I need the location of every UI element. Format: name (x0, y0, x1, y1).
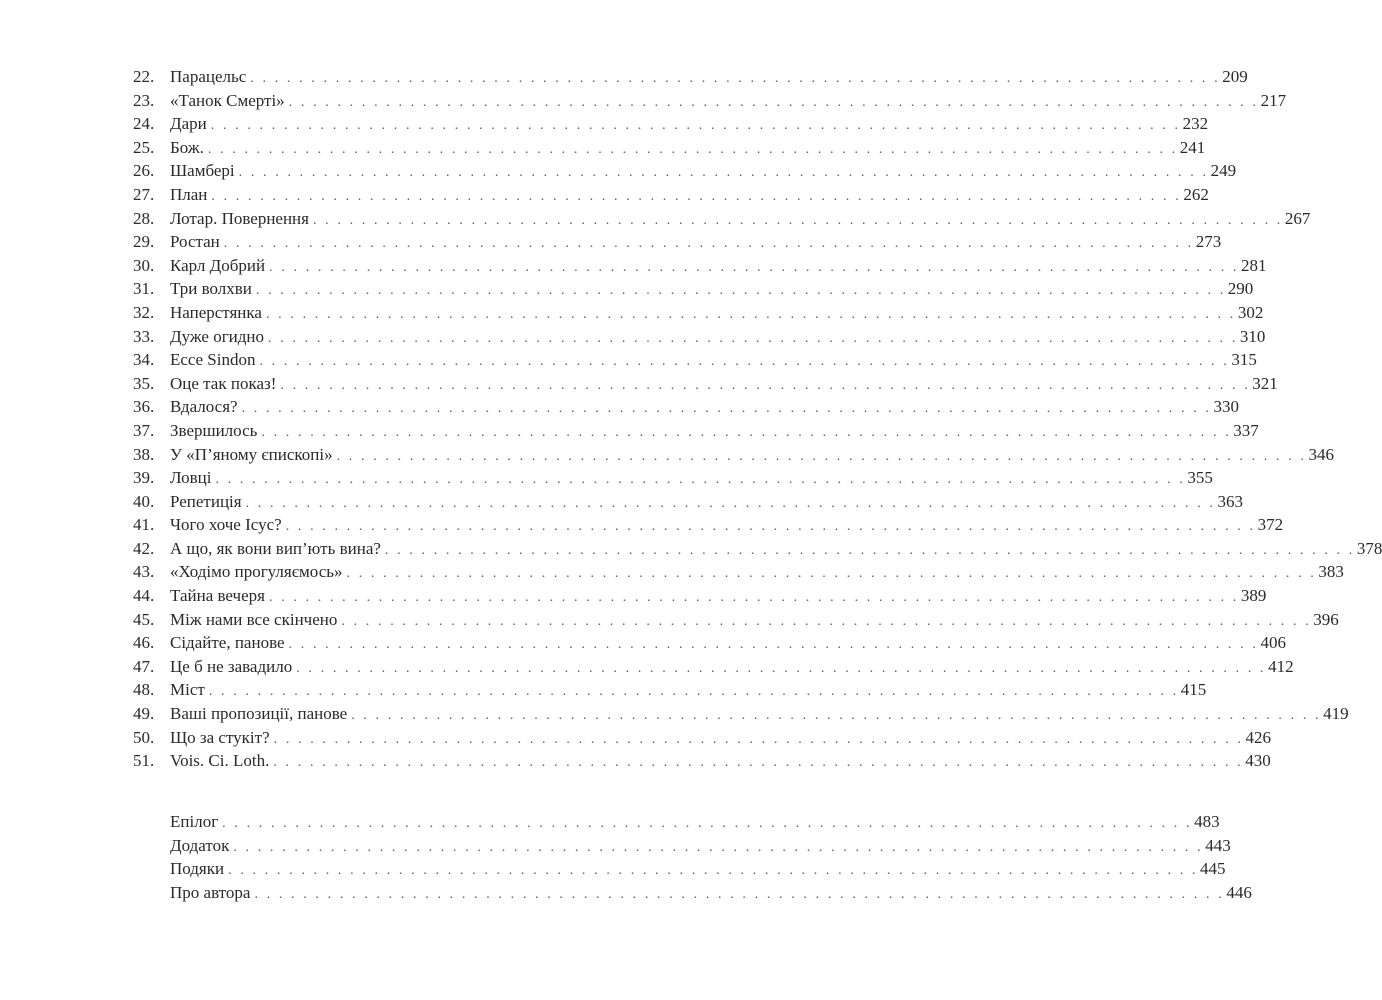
entry-title: Шамбері (170, 161, 235, 181)
chapter-number: 30. (133, 255, 155, 275)
entry-title: Дуже огидно (170, 326, 265, 346)
chapter-number: 22. (133, 67, 155, 86)
chapter-number: 26. (133, 161, 155, 181)
toc-entry (133, 112, 1209, 136)
dot-leader: . . . . . . . . . . . . . . . . . . . . . . . . . . . . . . . . . . . . . . . . . . . . . . . . . . . . . . . . . . . . . . . . . . . . . . . . . . . . . . . . (288, 94, 1259, 110)
dot-leader: . . . . . . . . . . . . . . . . . . . . . . . . . . . . . . . . . . . . . . . . . . . . . . . . . . . . . . . . . . . . . . . . . . . . . . . . . . . . . . . . (245, 495, 1216, 511)
toc-entry (133, 136, 1206, 160)
toc-entry (133, 490, 1243, 514)
toc-entry (133, 857, 1226, 881)
chapter-number: 29. (133, 232, 155, 252)
entry-title: Сідайте, панове (170, 633, 285, 653)
toc-entry (133, 395, 1239, 419)
dot-leader: . . . . . . . . . . . . . . . . . . . . . . . . . . . . . . . . . . . . . . . . . . . . . . . . . . . . . . . . . . . . . . . . . . . . . . . . . . . . . . . . (285, 519, 1256, 535)
chapter-number: 28. (133, 208, 155, 228)
toc-entry (133, 159, 1237, 183)
dot-leader: . . . . . . . . . . . . . . . . . . . . . . . . . . . . . . . . . . . . . . . . . . . . . . . . . . . . . . . . . . . . . . . . . . . . . . . . . . . . . . . . (238, 165, 1209, 181)
chapter-number: 32. (133, 302, 155, 322)
toc-entry (133, 678, 1207, 702)
page-number: 217 (1260, 90, 1287, 110)
page-number: 426 (1245, 727, 1272, 747)
toc-entry (133, 631, 1286, 655)
page-number: 267 (1284, 208, 1311, 228)
chapter-number: 39. (133, 468, 155, 488)
toc-entry (133, 89, 1287, 113)
dot-leader: . . . . . . . . . . . . . . . . . . . . . . . . . . . . . . . . . . . . . . . . . . . . . . . . . . . . . . . . . . . . . . . . . . . . . . . . . . . . . . . . (288, 637, 1259, 653)
entry-title: Що за стукіт? (170, 727, 270, 747)
entry-title: Це б не завадило (170, 656, 293, 676)
entry-title: Ловці (170, 468, 212, 488)
chapter-number: 49. (133, 704, 155, 724)
page-number: 337 (1233, 420, 1259, 440)
toc-entry (133, 348, 1257, 372)
chapter-number: 27. (133, 184, 155, 204)
chapter-number: 35. (133, 373, 155, 393)
page-number: 383 (1318, 562, 1344, 582)
toc-entry (133, 749, 1271, 773)
dot-leader: . . . . . . . . . . . . . . . . . . . . . . . . . . . . . . . . . . . . . . . . . . . . . . . . . . . . . . . . . . . . . . . . . . . . . . . . . . . . . . . . (351, 708, 1322, 724)
page-number: 232 (1182, 114, 1209, 134)
dot-leader: . . . . . . . . . . . . . . . . . . . . . . . . . . . . . . . . . . . . . . . . . . . . . . . . . . . . . . . . . . . . . . . . . . . . . . . . . . . . . . . . (384, 542, 1355, 558)
page-number: 321 (1252, 373, 1278, 393)
dot-leader: . . . . . . . . . . . . . . . . . . . . . . . . . . . . . . . . . . . . . . . . . . . . . . . . . . . . . . . . . . . . . . . . . . . . . . . . . . . . . . . . (250, 71, 1221, 86)
dot-leader: . . . . . . . . . . . . . . . . . . . . . . . . . . . . . . . . . . . . . . . . . . . . . . . . . . . . . . . . . . . . . . . . . . . . . . . . . . . . . . . . (336, 448, 1307, 464)
entry-title: Вдалося? (170, 397, 238, 417)
back-matter-list (133, 810, 1252, 904)
chapter-number: 51. (133, 751, 155, 771)
chapter-number: 47. (133, 656, 155, 676)
page-number: 290 (1227, 279, 1254, 299)
entry-title: Ростан (170, 232, 220, 252)
entry-title: Додаток (170, 835, 230, 855)
toc-entry (133, 537, 1382, 561)
entry-title: Епілог (170, 812, 219, 831)
dot-leader: . . . . . . . . . . . . . . . . . . . . . . . . . . . . . . . . . . . . . . . . . . . . . . . . . . . . . . . . . . . . . . . . . . . . . . . . . . . . . . . . (268, 590, 1239, 606)
page-number: 372 (1257, 515, 1284, 535)
dot-leader: . . . . . . . . . . . . . . . . . . . . . . . . . . . . . . . . . . . . . . . . . . . . . . . . . . . . . . . . . . . . . . . . . . . . . . . . . . . . . . . . (259, 354, 1230, 370)
dot-leader: . . . . . . . . . . . . . . . . . . . . . . . . . . . . . . . . . . . . . . . . . . . . . . . . . . . . . . . . . . . . . . . . . . . . . . . . . . . . . . . . (346, 566, 1317, 582)
toc-entry (133, 254, 1267, 278)
entry-title: Міст (170, 680, 205, 700)
page-number: 355 (1187, 468, 1213, 488)
page-number: 302 (1237, 302, 1264, 322)
chapter-number: 37. (133, 420, 155, 440)
toc-entry (133, 726, 1272, 750)
dot-leader: . . . . . . . . . . . . . . . . . . . . . . . . . . . . . . . . . . . . . . . . . . . . . . . . . . . . . . . . . . . . . . . . . . . . . . . . . . . . . . . . (210, 118, 1181, 134)
entry-title: Подяки (170, 859, 225, 879)
chapter-number: 44. (133, 586, 155, 606)
toc-entry (133, 513, 1284, 537)
toc-entry (133, 443, 1334, 467)
toc-entry (133, 584, 1267, 608)
page-number: 262 (1183, 184, 1209, 204)
page-number: 281 (1241, 255, 1267, 275)
page-number: 209 (1222, 67, 1248, 86)
page-number: 396 (1313, 609, 1339, 629)
entry-title: Між нами все скінчено (170, 609, 338, 629)
dot-leader: . . . . . . . . . . . . . . . . . . . . . . . . . . . . . . . . . . . . . . . . . . . . . . . . . . . . . . . . . . . . . . . . . . . . . . . . . . . . . . . . (341, 613, 1312, 629)
entry-title: Бож. (170, 137, 204, 157)
dot-leader: . . . . . . . . . . . . . . . . . . . . . . . . . . . . . . . . . . . . . . . . . . . . . . . . . . . . . . . . . . . . . . . . . . . . . . . . . . . . . . . . (268, 330, 1238, 346)
toc-entry (133, 230, 1222, 254)
dot-leader: . . . . . . . . . . . . . . . . . . . . . . . . . . . . . . . . . . . . . . . . . . . . . . . . . . . . . . . . . . . . . . . . . . . . . . . . . . . . . . . . (273, 731, 1244, 747)
page-number: 330 (1213, 397, 1239, 417)
entry-title: Про автора (170, 882, 251, 902)
page-number: 445 (1200, 859, 1226, 879)
entry-title: Тайна вечеря (170, 586, 265, 606)
page-number: 483 (1194, 812, 1220, 831)
toc-entry (133, 325, 1266, 349)
chapter-number: 48. (133, 680, 155, 700)
toc-entry (133, 277, 1254, 301)
entry-title: Оце так показ! (170, 373, 277, 393)
dot-leader: . . . . . . . . . . . . . . . . . . . . . . . . . . . . . . . . . . . . . . . . . . . . . . . . . . . . . . . . . . . . . . . . . . . . . . . . . . . . . . . . (261, 424, 1232, 440)
toc-entry (133, 810, 1220, 834)
chapter-number: 50. (133, 727, 155, 747)
entry-title: У «П’яному єпископі» (170, 444, 333, 464)
toc-entry (133, 466, 1213, 490)
dot-leader: . . . . . . . . . . . . . . . . . . . . . . . . . . . . . . . . . . . . . . . . . . . . . . . . . . . . . . . . . . . . . . . . . . . . . . . . . . . . . . . . (273, 755, 1244, 771)
page-number: 241 (1179, 137, 1206, 157)
page-number: 315 (1231, 350, 1257, 370)
chapter-number: 25. (133, 137, 155, 157)
entry-title: План (170, 184, 208, 204)
page-number: 249 (1210, 161, 1237, 181)
table-of-contents (133, 65, 1382, 773)
entry-title: Чого хоче Ісус? (170, 515, 282, 535)
page-number: 419 (1323, 704, 1349, 724)
toc-entry (133, 207, 1311, 231)
toc-entry (133, 608, 1339, 632)
toc-entry (133, 881, 1252, 905)
toc-entry (133, 702, 1349, 726)
chapter-number: 38. (133, 444, 155, 464)
chapter-number: 41. (133, 515, 155, 535)
page-number: 378 (1356, 538, 1382, 558)
dot-leader: . . . . . . . . . . . . . . . . . . . . . . . . . . . . . . . . . . . . . . . . . . . . . . . . . . . . . . . . . . . . . . . . . . . . . . . . . . . . . . . . (233, 839, 1204, 855)
page-number: 430 (1245, 751, 1271, 771)
entry-title: «Ходімо прогуляємось» (170, 562, 343, 582)
toc-entry (133, 560, 1344, 584)
dot-leader: . . . . . . . . . . . . . . . . . . . . . . . . . . . . . . . . . . . . . . . . . . . . . . . . . . . . . . . . . . . . . . . . . . . . . . . . . . . . . . . . (280, 377, 1251, 393)
entry-title: Парацельс (170, 67, 247, 86)
page-number: 310 (1239, 326, 1266, 346)
toc-entry (133, 183, 1209, 207)
dot-leader: . . . . . . . . . . . . . . . . . . . . . . . . . . . . . . . . . . . . . . . . . . . . . . . . . . . . . . . . . . . . . . . . . . . . . . . . . . . . . . . . (312, 212, 1283, 228)
page-number: 415 (1180, 680, 1207, 700)
entry-title: Звершилось (170, 420, 258, 440)
page-number: 273 (1195, 232, 1222, 252)
page-number: 446 (1226, 882, 1252, 902)
page-number: 346 (1308, 444, 1334, 464)
toc-entry (133, 655, 1294, 679)
dot-leader: . . . . . . . . . . . . . . . . . . . . . . . . . . . . . . . . . . . . . . . . . . . . . . . . . . . . . . . . . . . . . . . . . . . . . . . . . . . . . . . . (223, 236, 1194, 252)
dot-leader: . . . . . . . . . . . . . . . . . . . . . . . . . . . . . . . . . . . . . . . . . . . . . . . . . . . . . . . . . . . . . . . . . . . . . . . . . . . . . . . . (228, 863, 1199, 879)
entry-title: Дари (170, 114, 207, 134)
dot-leader: . . . . . . . . . . . . . . . . . . . . . . . . . . . . . . . . . . . . . . . . . . . . . . . . . . . . . . . . . . . . . . . . . . . . . . . . . . . . . . . . (265, 306, 1236, 322)
page-number: 389 (1240, 586, 1267, 606)
toc-entry (133, 419, 1259, 443)
dot-leader: . . . . . . . . . . . . . . . . . . . . . . . . . . . . . . . . . . . . . . . . . . . . . . . . . . . . . . . . . . . . . . . . . . . . . . . . . . . . . . . . (241, 401, 1212, 417)
toc-entry (133, 834, 1231, 858)
chapter-number: 43. (133, 562, 155, 582)
dot-leader: . . . . . . . . . . . . . . . . . . . . . . . . . . . . . . . . . . . . . . . . . . . . . . . . . . . . . . . . . . . . . . . . . . . . . . . . . . . . . . . . (222, 816, 1193, 831)
chapter-number: 23. (133, 90, 155, 110)
entry-title: Наперстянка (170, 302, 262, 322)
chapter-number: 34. (133, 350, 155, 370)
dot-leader: . . . . . . . . . . . . . . . . . . . . . . . . . . . . . . . . . . . . . . . . . . . . . . . . . . . . . . . . . . . . . . . . . . . . . . . . . . . . . . . . (211, 188, 1182, 204)
dot-leader: . . . . . . . . . . . . . . . . . . . . . . . . . . . . . . . . . . . . . . . . . . . . . . . . . . . . . . . . . . . . . . . . . . . . . . . . . . . . . . . . (269, 259, 1240, 275)
entry-title: «Танок Смерті» (170, 90, 285, 110)
page-number: 406 (1260, 633, 1286, 653)
dot-leader: . . . . . . . . . . . . . . . . . . . . . . . . . . . . . . . . . . . . . . . . . . . . . . . . . . . . . . . . . . . . . . . . . . . . . . . . . . . . . . . . (207, 141, 1178, 157)
entry-title: Лотар. Повернення (170, 208, 309, 228)
dot-leader: . . . . . . . . . . . . . . . . . . . . . . . . . . . . . . . . . . . . . . . . . . . . . . . . . . . . . . . . . . . . . . . . . . . . . . . . . . . . . . . . (208, 684, 1179, 700)
entry-title: Репетиція (170, 491, 242, 511)
entry-title: Vois. Ci. Loth. (170, 751, 270, 771)
chapter-number: 45. (133, 609, 155, 629)
chapter-number: 46. (133, 633, 155, 653)
dot-leader: . . . . . . . . . . . . . . . . . . . . . . . . . . . . . . . . . . . . . . . . . . . . . . . . . . . . . . . . . . . . . . . . . . . . . . . . . . . . . . . . (254, 886, 1225, 902)
page-number: 443 (1205, 835, 1231, 855)
chapter-number: 24. (133, 114, 155, 134)
entry-title: Ecce Sindon (170, 350, 256, 370)
dot-leader: . . . . . . . . . . . . . . . . . . . . . . . . . . . . . . . . . . . . . . . . . . . . . . . . . . . . . . . . . . . . . . . . . . . . . . . . . . . . . . . . (296, 660, 1267, 676)
chapter-number: 42. (133, 538, 155, 558)
chapter-number: 40. (133, 491, 155, 511)
dot-leader: . . . . . . . . . . . . . . . . . . . . . . . . . . . . . . . . . . . . . . . . . . . . . . . . . . . . . . . . . . . . . . . . . . . . . . . . . . . . . . . . (255, 283, 1226, 299)
entry-title: А що, як вони вип’ють вина? (170, 538, 381, 558)
chapter-number: 31. (133, 279, 155, 299)
chapter-number: 36. (133, 397, 155, 417)
page-number: 363 (1217, 491, 1243, 511)
chapter-number: 33. (133, 326, 155, 346)
dot-leader: . . . . . . . . . . . . . . . . . . . . . . . . . . . . . . . . . . . . . . . . . . . . . . . . . . . . . . . . . . . . . . . . . . . . . . . . . . . . . . . . (215, 472, 1186, 488)
entry-title: Три волхви (170, 279, 252, 299)
entry-title: Ваші пропозиції, панове (170, 704, 348, 724)
toc-entry (133, 65, 1248, 89)
entry-title: Карл Добрий (170, 255, 266, 275)
page-number: 412 (1268, 656, 1294, 676)
toc-entry (133, 301, 1264, 325)
toc-entry (133, 372, 1278, 396)
